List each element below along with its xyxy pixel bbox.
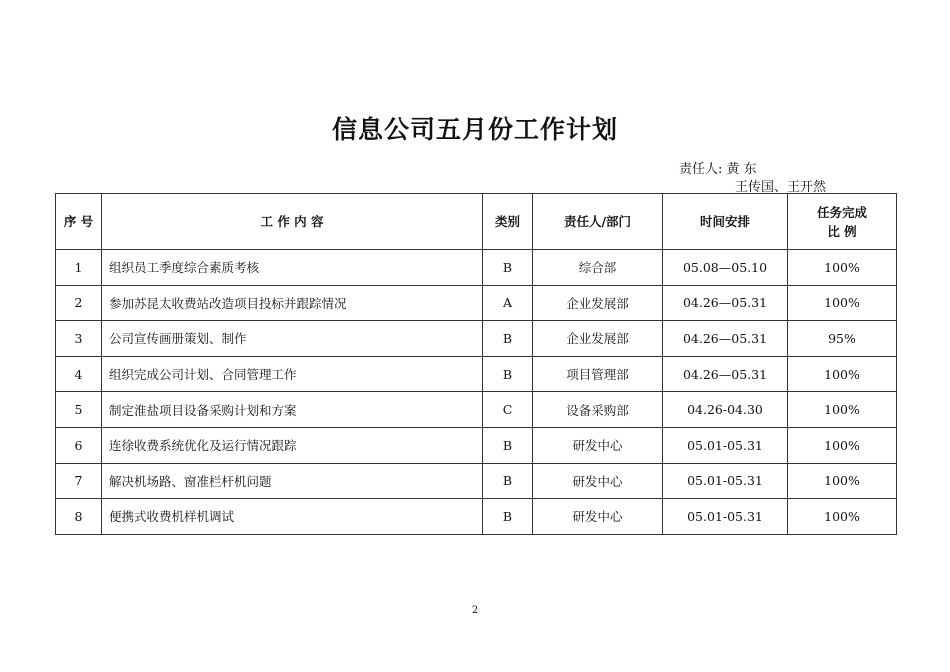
cell-content: 公司宣传画册策划、制作: [102, 321, 483, 357]
header-owner: 责任人/部门: [533, 194, 663, 250]
cell-completion: 100%: [788, 285, 897, 321]
cell-owner: 项目管理部: [533, 356, 663, 392]
cell-completion: 100%: [788, 250, 897, 286]
table-row: [56, 321, 897, 357]
cell-schedule: 05.01-05.31: [663, 463, 788, 499]
table-row: [56, 427, 897, 463]
header-completion-line2: 比 例: [827, 223, 857, 239]
cell-completion: 100%: [788, 392, 897, 428]
table-row: [56, 392, 897, 428]
header-completion-line1: 任务完成: [816, 204, 867, 220]
cell-schedule: 04.26—05.31: [663, 285, 788, 321]
responsible-person-line: 责任人: 黄 东: [679, 162, 757, 177]
cell-schedule: 04.26-04.30: [663, 392, 788, 428]
cell-owner: 企业发展部: [533, 321, 663, 357]
cell-completion: 100%: [788, 356, 897, 392]
cell-seq: 3: [56, 321, 102, 357]
table-row: [56, 285, 897, 321]
cell-seq: 5: [56, 392, 102, 428]
cell-content: 组织员工季度综合素质考核: [102, 250, 483, 286]
cell-content: 便携式收费机样机调试: [102, 499, 483, 535]
cell-schedule: 05.01-05.31: [663, 427, 788, 463]
header-schedule: 时间安排: [663, 194, 788, 250]
cell-category: A: [483, 285, 533, 321]
cell-seq: 2: [56, 285, 102, 321]
responsible-person-line-2: 王传国、王开然: [735, 180, 827, 195]
cell-owner: 企业发展部: [533, 285, 663, 321]
cell-seq: 7: [56, 463, 102, 499]
cell-schedule: 04.26—05.31: [663, 321, 788, 357]
cell-schedule: 04.26—05.31: [663, 356, 788, 392]
cell-category: B: [483, 427, 533, 463]
cell-content: 解决机场路、窗准栏杆机问题: [102, 463, 483, 499]
cell-schedule: 05.01-05.31: [663, 499, 788, 535]
table-header-row: [56, 194, 897, 250]
page-number: 2: [471, 605, 479, 616]
cell-content: 制定淮盐项目设备采购计划和方案: [102, 392, 483, 428]
cell-content: 组织完成公司计划、合同管理工作: [102, 356, 483, 392]
cell-category: B: [483, 321, 533, 357]
header-content: 工 作 内 容: [102, 194, 483, 250]
cell-seq: 1: [56, 250, 102, 286]
cell-completion: 100%: [788, 427, 897, 463]
cell-owner: 设备采购部: [533, 392, 663, 428]
document-title: 信息公司五月份工作计划: [331, 115, 618, 144]
table-row: [56, 463, 897, 499]
cell-seq: 8: [56, 499, 102, 535]
cell-seq: 4: [56, 356, 102, 392]
table-row: [56, 356, 897, 392]
cell-owner: 综合部: [533, 250, 663, 286]
header-seq: 序 号: [56, 194, 102, 250]
cell-completion: 100%: [788, 499, 897, 535]
cell-content: 连徐收费系统优化及运行情况跟踪: [102, 427, 483, 463]
cell-owner: 研发中心: [533, 427, 663, 463]
cell-category: C: [483, 392, 533, 428]
header-category: 类别: [483, 194, 533, 250]
cell-content: 参加苏昆太收费站改造项目投标并跟踪情况: [102, 285, 483, 321]
cell-seq: 6: [56, 427, 102, 463]
cell-completion: 95%: [788, 321, 897, 357]
cell-completion: 100%: [788, 463, 897, 499]
cell-owner: 研发中心: [533, 463, 663, 499]
table-row: [56, 499, 897, 535]
cell-category: B: [483, 499, 533, 535]
work-plan-table: [55, 193, 897, 535]
header-completion: [788, 194, 897, 250]
cell-owner: 研发中心: [533, 499, 663, 535]
cell-category: B: [483, 463, 533, 499]
cell-schedule: 05.08—05.10: [663, 250, 788, 286]
cell-category: B: [483, 356, 533, 392]
table-row: [56, 250, 897, 286]
cell-category: B: [483, 250, 533, 286]
